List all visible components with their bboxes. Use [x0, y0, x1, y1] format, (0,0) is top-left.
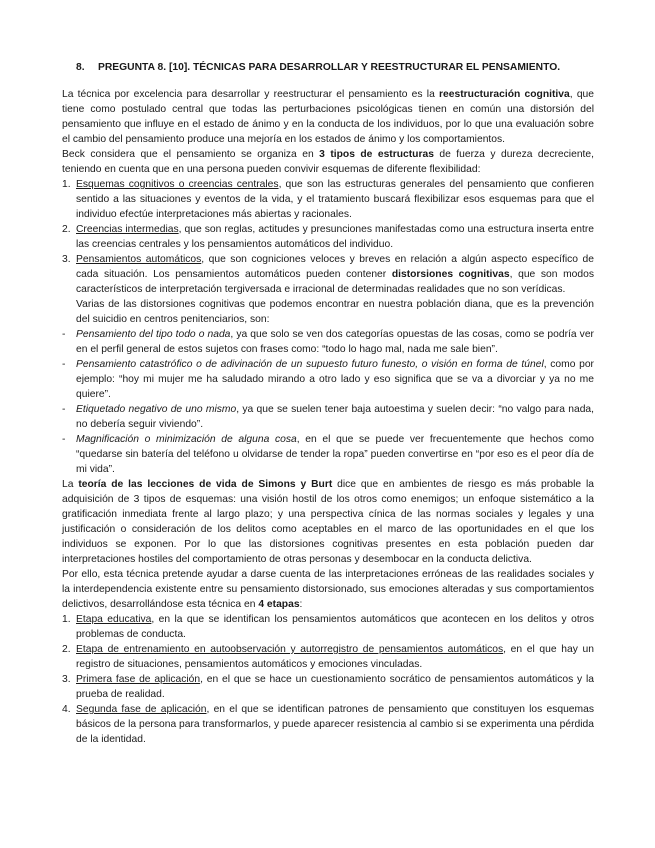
underlined-term: Segunda fase de aplicación: [76, 704, 207, 715]
stage-item: [62, 642, 594, 672]
text-run: , ya que se suelen tener baja autoestima y suelen decir: “no valgo para nada, no debería seguir viviendo”.: [76, 404, 595, 430]
bold-term: 3 tipos de estructuras: [319, 149, 434, 160]
distortion-item: [62, 357, 594, 402]
stage-item: [62, 612, 594, 642]
text-run: :: [299, 599, 303, 610]
distortion-item: [62, 402, 594, 432]
distortions-intro: Varias de las distorsiones cognitivas que podemos encontrar en nuestra población diana, que es la prevención del suicidio en centros penitenciarios, son:: [76, 299, 594, 325]
dash-marker: -: [62, 329, 66, 340]
underlined-term: Creencias intermedias: [76, 224, 179, 235]
stage-item: [62, 672, 594, 702]
underlined-term: Esquemas cognitivos o creencias centrales: [76, 179, 279, 190]
underlined-term: Pensamientos automáticos: [76, 254, 202, 265]
intro-paragraph-2: [62, 147, 594, 177]
underlined-term: Etapa educativa: [76, 614, 152, 625]
list-number: 2.: [62, 644, 71, 655]
text-run: , en la que se identifican los pensamientos automáticos que acontecen en los delitos y otros problemas de conducta.: [76, 614, 594, 640]
underlined-term: Primera fase de aplicación: [76, 674, 201, 685]
text-run: , en el que se puede ver frecuentemente que hechos como “quedarse sin batería del teléfono u olvidarse de tender la ropa” pueden convertirse en “por eso es el peor día de mi vida”.: [76, 434, 594, 475]
text-run: , como por ejemplo: “hoy mi mujer me ha saludado mirando a otro lado y eso significa que se va a divorciar y ya no me quiere”.: [76, 359, 594, 400]
text-run: Por ello, esta técnica pretende ayudar a darse cuenta de las interpretaciones erróneas de las realidades sociales y la interdependencia existente entre su pensamiento distorsionado, sus emociones alteradas y sus comportamientos delictivos, desarrollándose esta técnica en: [62, 569, 594, 610]
section-heading: [62, 60, 594, 75]
italic-term: Magnificación o minimización de alguna cosa: [76, 434, 297, 445]
text-run: , que tiene como postulado central que todas las perturbaciones psicológicas tienen en común una distorsión del pensamiento que influye en el estado de ánimo y en la conducta de los individuos, por lo que una evaluación sobre el cambio del pensamiento produce una mejoría en los estados de ánimo y los comportamientos.: [62, 89, 595, 145]
italic-term: Etiquetado negativo de uno mismo: [76, 404, 237, 415]
text-run: La: [62, 479, 79, 490]
distortion-item: [62, 432, 594, 477]
text-run: La técnica por excelencia para desarrollar y reestructurar el pensamiento es la: [62, 89, 440, 100]
text-run: , en el que se hace un cuestionamiento socrático de pensamientos automáticos y la prueba de realidad.: [76, 674, 594, 700]
text-run: dice que en ambientes de riesgo es más probable la adquisición de 3 tipos de esquemas: una visión hostil de los otros como enemigos; un enfoque sistemático a la gratificación inmediata frente al largo plazo; y una perspectiva cínica de las normas sociales y legales y una justificación o consideración de los delitos como aceptables en el marco de las oportunidades en el que los individuos se exponen. Por lo que las distorsiones cognitivas presentes en esta población pueden dar interpretaciones hostiles del comportamiento de otras personas y desembocar en la conducta delictiva.: [62, 479, 594, 565]
dash-marker: -: [62, 359, 66, 370]
text-run: de fuerza y dureza decreciente, teniendo en cuenta que en una persona pueden convivir esquemas de diferente flexibilidad:: [62, 149, 594, 175]
underlined-term: Etapa de entrenamiento en autoobservación y autorregistro de pensamientos automáticos: [76, 644, 504, 655]
dash-marker: -: [62, 404, 66, 415]
italic-term: Pensamiento catastrófico o de adivinación de un supuesto futuro funesto, o visión en forma de túnel: [76, 359, 544, 370]
text-run: , que son las estructuras generales del pensamiento que confieren sentido a las situaciones y eventos de la vida, y el tratamiento buscará flexibilizar esos esquemas para que el individuo efectúe interpretaciones más abiertas y racionales.: [76, 179, 594, 220]
structure-item: [62, 177, 594, 222]
text-run: , en el que se identifican patrones de pensamiento que constituyen los esquemas básicos de la persona para transformarlos, y puede aparecer resistencia al cambio si se experimenta una pérdida de la identidad.: [76, 704, 594, 745]
document-page: [62, 60, 594, 747]
section-title: PREGUNTA 8. [10]. TÉCNICAS PARA DESARROLLAR Y REESTRUCTURAR EL PENSAMIENTO.: [98, 62, 561, 73]
list-number: 1.: [62, 614, 71, 625]
bold-term: teoría de las lecciones de vida de Simons y Burt: [78, 479, 333, 490]
distortion-item: [62, 327, 594, 357]
text-run: Beck considera que el pensamiento se organiza en: [62, 149, 320, 160]
text-run: , que son reglas, actitudes y presunciones manifestadas como una estructura inserta entre las creencias centrales y los pensamientos automáticos del individuo.: [76, 224, 594, 250]
bold-term: distorsiones cognitivas: [391, 269, 510, 280]
text-run: , ya que solo se ven dos categorías opuestas de las cosas, como se podría ver en el perfil general de estos sujetos con frases como: “todo lo hago mal, nada me sale bien”.: [76, 329, 594, 355]
technique-paragraph: [62, 567, 594, 612]
text-run: , que son cogniciones veloces y breves en relación a algún aspecto específico de cada situación. Los pensamientos automáticos pueden contener: [76, 254, 594, 280]
structure-item: [62, 252, 594, 297]
dash-marker: -: [62, 434, 66, 445]
section-number: 8.: [76, 62, 85, 73]
bold-term: 4 etapas: [258, 599, 300, 610]
italic-term: Pensamiento del tipo todo o nada: [76, 329, 231, 340]
bold-term: reestructuración cognitiva: [439, 89, 570, 100]
list-number: 2.: [62, 224, 71, 235]
intro-paragraph-1: [62, 87, 594, 147]
list-number: 4.: [62, 704, 71, 715]
list-number: 1.: [62, 179, 71, 190]
stage-item: [62, 702, 594, 747]
text-run: , que son modos característicos de interpretación tergiversada e irracional de determinadas realidades que no son verídicas.: [76, 269, 595, 295]
text-run: , en el que hay un registro de situaciones, pensamientos automáticos y emociones vinculadas.: [76, 644, 594, 670]
list-number: 3.: [62, 674, 71, 685]
structure-item: [62, 222, 594, 252]
theory-paragraph: [62, 477, 594, 567]
list-number: 3.: [62, 254, 71, 265]
